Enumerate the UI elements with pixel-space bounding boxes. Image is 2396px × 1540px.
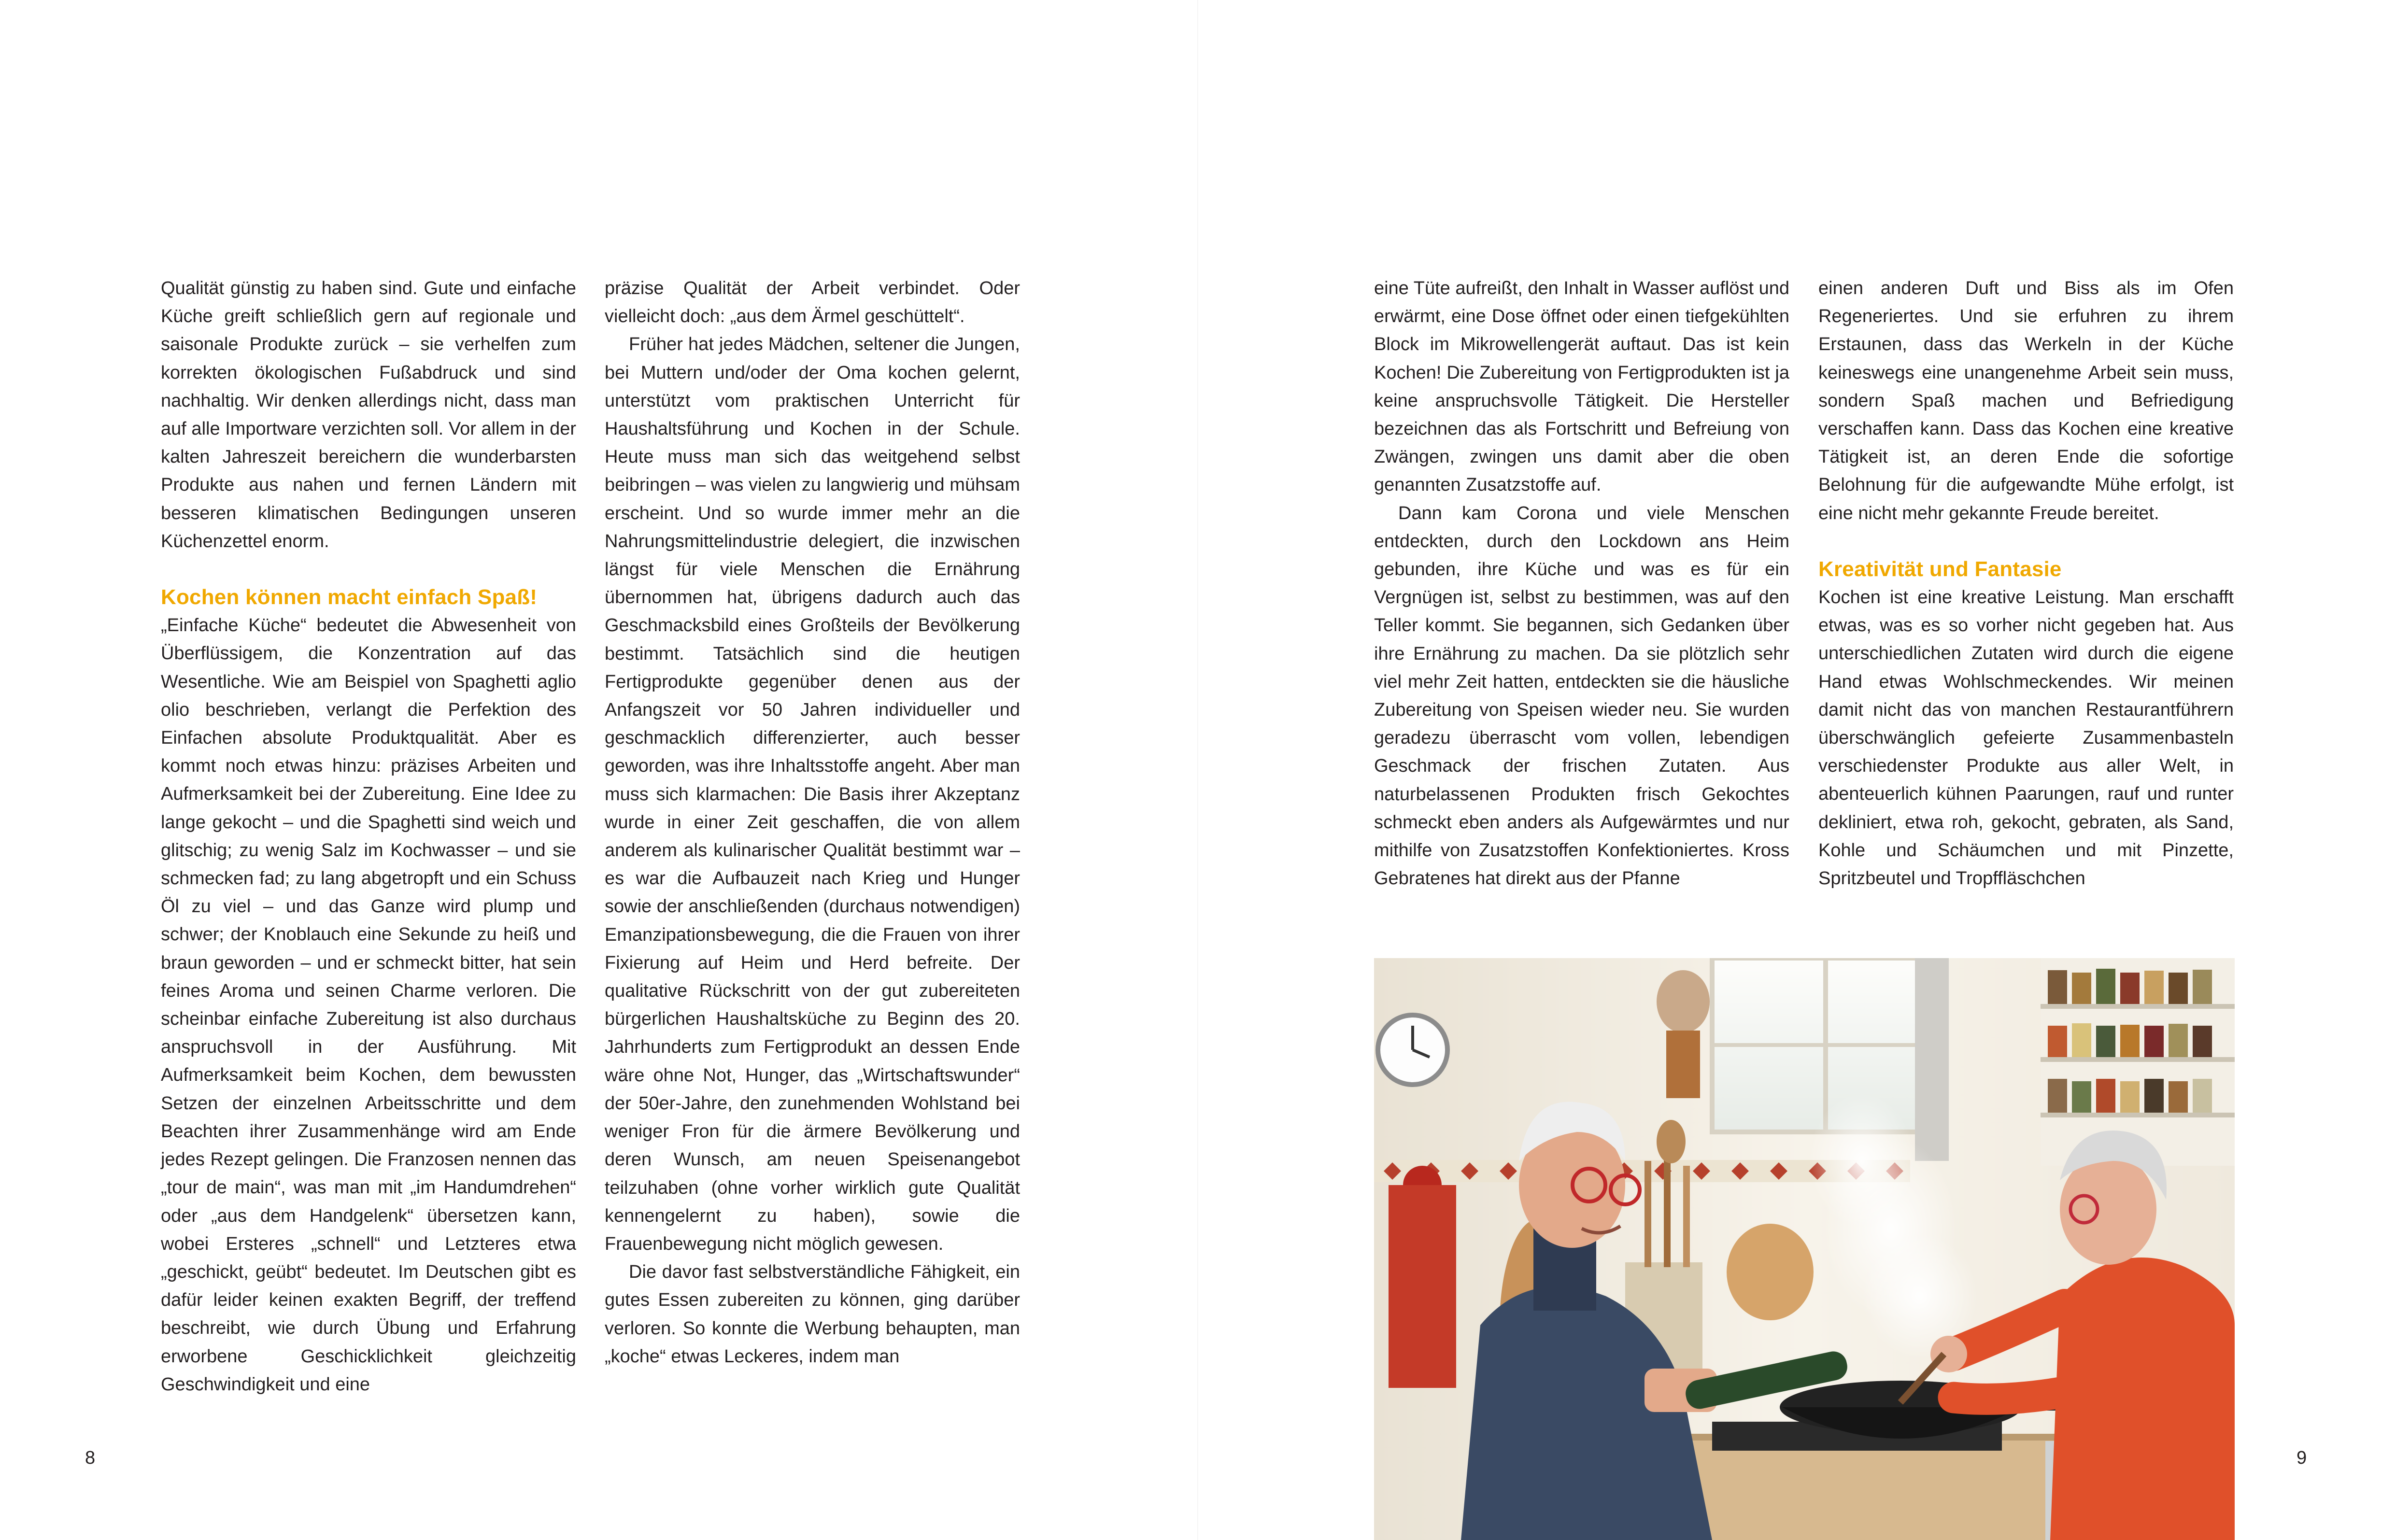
paragraph: „Einfache Küche“ bedeutet die Abwesenheit von Überflüssigem, die Konzentration auf das Wesentliche. Wie am Beispiel von Spaghetti aglio olio beschrieben, verlangt die Perfektion des Einfachen absolute Produktqualität. Aber es kommt noch etwas hinzu: präzises Arbeiten und Aufmerksamkeit bei der Zubereitung. Eine Idee zu lange gekocht – und die Spaghetti sind weich und glitschig; zu wenig Salz im Kochwasser – und sie schmecken fad; zu lang abgetropft und ein Schuss Öl zu viel – und das Ganze wird plump und schwer; der Knoblauch eine Sekunde zu heiß und braun geworden – und er schmeckt bitter, hat sein feines Aroma und seinen Charme verloren. Die scheinbar einfache Zubereitung ist also durchaus anspruchsvoll in der Ausführung. Mit Aufmerksamkeit beim Kochen, dem bewussten Setzen der einzelnen Arbeitsschritte und dem Beachten ihrer Zusammenhänge wird am Ende jedes Rezept gelingen. Die Franzosen nennen das „tour de main“, was man mit „im Handumdrehen“ oder „aus dem Handgelenk“ übersetzen kann, wobei Ersteres „schnell“ und Letzteres etwa „geschickt, geübt“ bedeutet. Im Deutschen gibt es dafür leider keinen exakten Begriff, der treffend beschreibt, wie durch Übung und Erfahrung erworbene Geschicklichkeit gleichzeitig Geschwindigkeit und eine (161, 615, 576, 1395)
page-number: 9 (2297, 1448, 2307, 1468)
paragraph: Die davor fast selbstverständliche Fähigkeit, ein gutes Essen zubereiten zu können, ging darüber verloren. So konnte die Werbung behaupten, man „koche“ etwas Leckeres, indem man (605, 1262, 1020, 1367)
kitchen-photo (1374, 958, 2235, 1540)
left-page-column-2 (605, 274, 1020, 1370)
section-heading: Kreativität und Fantasie (1818, 557, 2062, 581)
left-page-column-1 (161, 274, 576, 1399)
page-number: 8 (85, 1448, 96, 1468)
paragraph: Früher hat jedes Mädchen, seltener die Jungen, bei Muttern und/oder der Oma kochen gelernt, unterstützt vom praktischen Unterricht für Haushaltsführung und Kochen in der Schule. Heute muss man sich das weitgehend selbst beibringen – was vielen zu langwierig und mühsam erscheint. Und so wurde immer mehr an die Nahrungsmittelindustrie delegiert, die inzwischen längst für viele Menschen die Ernährung übernommen hat, übrigens dadurch auch das Geschmacksbild eines Großteils der Bevölkerung bestimmt. Tatsächlich sind die heutigen Fertigprodukte gegenüber denen aus der Anfangszeit vor 50 Jahren individueller und geschmacklich differenzierter, auch besser geworden, was ihre Inhaltsstoffe angeht. Aber man muss sich klarmachen: Die Basis ihrer Akzeptanz wurde in einer Zeit geschaffen, die von allem anderem als kulinarischer Qualität bestimmt war – es war die Aufbauzeit nach Krieg und Hunger sowie der anschließenden (durchaus notwendigen) Emanzipationsbewegung, die die Frauen von ihrer Fixierung auf Heim und Herd befreite. Der qualitative Rückschritt von der gut zubereiteten bürgerlichen Haushaltsküche zu Beginn des 20. Jahrhunderts zum Fertigprodukt an dessen Ende wäre ohne Not, Hunger, das „Wirtschaftswunder“ der 50er-Jahre, den zunehmenden Wohlstand bei weniger Fron für die ärmere Bevölkerung und deren Wunsch, am neuen Speisenangebot teilzuhaben (ohne vorher wirklich gute Qualität kennengelernt zu haben), sowie die Frauenbewegung nicht möglich gewesen. (605, 334, 1020, 1254)
paragraph: präzise Qualität der Arbeit verbindet. Oder vielleicht doch: „aus dem Ärmel geschüttelt“. (605, 278, 1020, 327)
kitchen-photo-illustration (1374, 958, 2235, 1540)
right-page-column-2 (1818, 274, 2234, 892)
right-page (1198, 0, 2396, 1540)
clock-icon (1378, 1015, 1447, 1085)
spice-shelves (2041, 958, 2235, 1166)
paragraph: einen anderen Duft und Biss als im Ofen Regeneriertes. Und sie erfuhren zu ihrem Erstaunen, dass das Werkeln in der Küche keineswegs eine unangenehme Arbeit sein muss, sondern Spaß machen und Befriedigung verschaffen kann. Dass das Kochen eine kreative Tätigkeit ist, an deren Ende die sofortige Belohnung für die aufgewandte Mühe erfolgt, ist eine nicht mehr gekannte Freude bereitet. (1818, 278, 2234, 523)
paragraph: Dann kam Corona und viele Menschen entdeckten, durch den Lockdown ans Heim gebunden, ihre Küche und was es für ein Vergnügen ist, selbst zu bestimmen, was auf den Teller kommt. Sie begannen, sich Gedanken über ihre Ernährung zu machen. Da sie plötzlich sehr viel mehr Zeit hatten, entdeckten sie die häusliche Zubereitung von Speisen wieder neu. Sie wurden geradezu überrascht vom vollen, lebendigen Geschmack der frischen Zutaten. Aus naturbelassenen Produkten frisch Gekochtes schmeckt eben anders als Aufgewärmtes und nur mithilfe von Zusatzstoffen Konfektioniertes. Kross Gebratenes hat direkt aus der Pfanne (1374, 503, 1789, 889)
paragraph: Kochen ist eine kreative Leistung. Man erschafft etwas, was es so vorher nicht gegeben hat. Aus unterschiedlichen Zutaten wird durch die eigene Hand etwas Wohlschmeckendes. Wir meinen damit nicht das von manchen Restaurantführern überschwänglich gefeierte Zusammenbasteln verschiedenster Produkte aus aller Welt, in abenteuerlich kühnen Paarungen, rauf und runter dekliniert, etwa roh, gekocht, gebraten, als Sand, Kohle und Schäumchen und mit Pinzette, Spritzbeutel und Tropffläschchen (1818, 587, 2234, 889)
section-heading: Kochen können macht einfach Spaß! (161, 585, 538, 609)
paragraph: eine Tüte aufreißt, den Inhalt in Wasser auflöst und erwärmt, eine Dose öffnet oder einen tiefgekühlten Block im Mikrowellengerät auftaut. Das ist kein Kochen! Die Zubereitung von Fertigprodukten ist ja keine anspruchsvolle Tätigkeit. Die Hersteller bezeichnen das als Fortschritt und Befreiung von Zwängen, zwingen uns damit aber die oben genannten Zusatzstoffe auf. (1374, 278, 1789, 495)
paragraph: Qualität günstig zu haben sind. Gute und einfache Küche greift schließlich gern auf regionale und saisonale Produkte zurück – sie verhelfen zum korrekten ökologischen Fußabdruck und sind nachhaltig. Wir denken allerdings nicht, dass man auf alle Importware verzichten soll. Vor allem in der kalten Jahreszeit bereichern die wunderbarsten Produkte aus nahen und fernen Ländern mit besseren klimatischen Bedingungen unseren Küchenzettel enorm. (161, 278, 576, 551)
right-page-column-1 (1374, 274, 1789, 892)
